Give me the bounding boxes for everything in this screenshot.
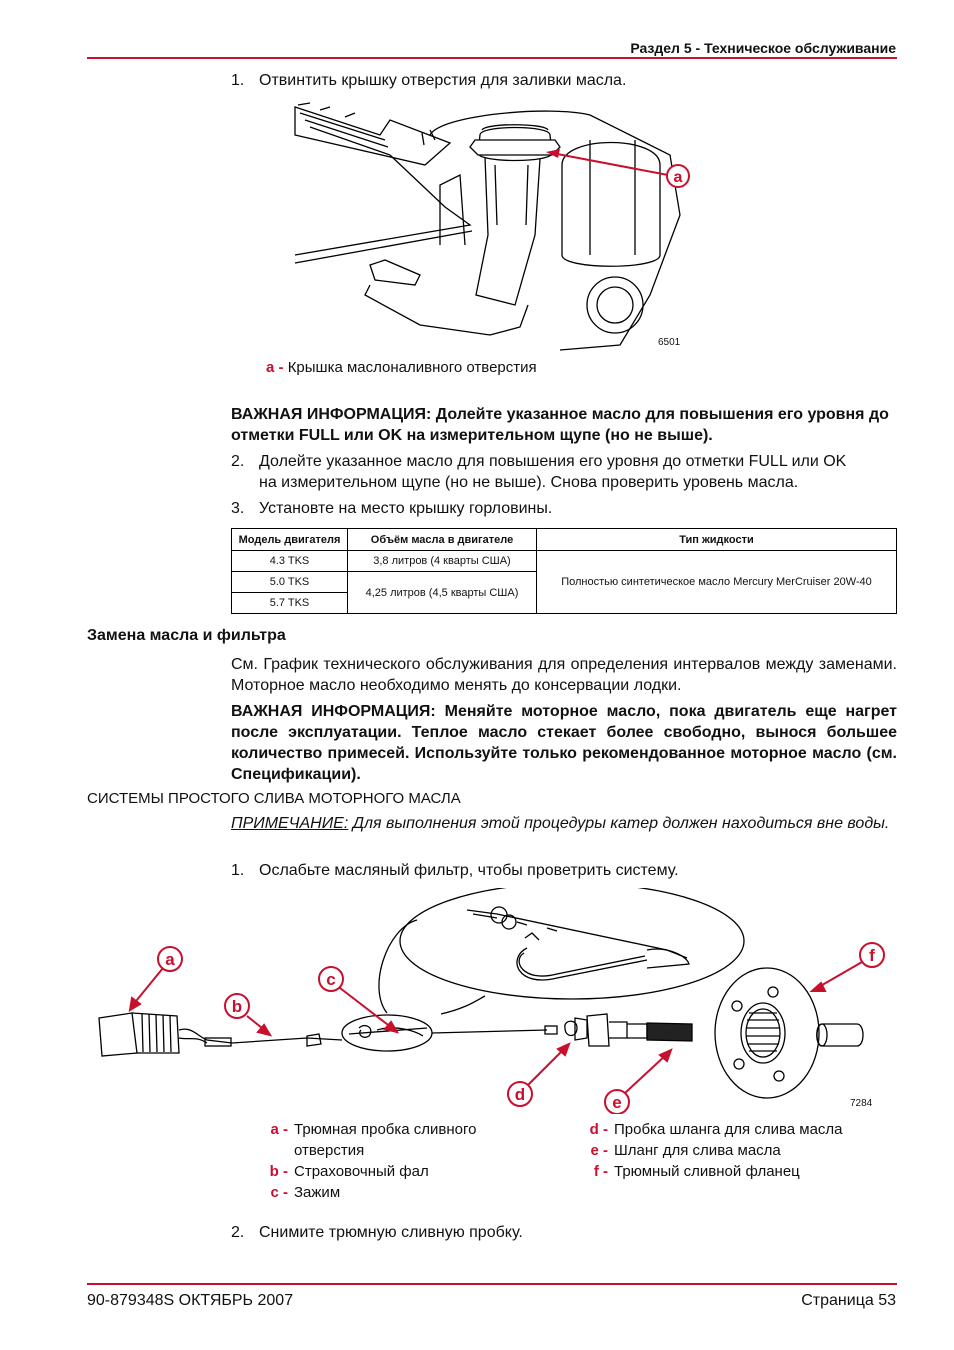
callout-c-letter: c [326,970,336,989]
callout-e-letter: e [612,1093,622,1112]
figure-2-legend-right [580,1119,843,1182]
table-header: Тип жидкости [537,529,897,551]
callout-a-leader [552,153,668,175]
section-header: Раздел 5 - Техническое обслуживание [630,40,896,56]
figure-2-code: 7284 [850,1098,873,1109]
step-1: 1. Отвинтить крышку отверстия для заливки масла. [231,72,627,89]
callout-d-leader [527,1048,565,1086]
note: ПРИМЕЧАНИЕ: Для выполнения этой процедуры катер должен находиться вне воды. [231,815,890,832]
legend-item: a - Трюмная пробка сливного [270,1121,477,1138]
figure-1-code: 6501 [658,337,681,348]
drain-step-1: 1. Ослабьте масляный фильтр, чтобы проветрить систему. [231,862,679,879]
important-note-1: ВАЖНАЯ ИНФОРМАЦИЯ: Долейте указанное масло для повышения его уровня до отметки FULL или OK на измерительном щупе (но не выше). [231,406,889,444]
legend-item: d - Пробка шланга для слива масла [589,1121,843,1138]
important-note-2: ВАЖНАЯ ИНФОРМАЦИЯ: Меняйте моторное масло, пока двигатель еще нагрет после эксплуатации. Теплое масло стекает более свободно, вынося большее количество примесей. Используйте только рекомендованное моторное масло (см. Спецификации). [231,703,898,783]
callout-a-letter: a [165,950,175,969]
figure-1-legend: a - Крышка маслоналивного отверстия [266,359,537,376]
drain-step-2: 2. Снимите трюмную сливную пробку. [231,1224,523,1241]
oil-capacity-table [231,528,897,614]
legend-item: c - Зажим [270,1184,341,1201]
callout-f-leader [817,962,862,988]
footer-page-number: Страница 53 [801,1292,896,1309]
subsection-title: СИСТЕМЫ ПРОСТОГО СЛИВА МОТОРНОГО МАСЛА [87,790,461,807]
section-paragraph: См. График технического обслуживания для определения интервалов между заменами. Моторное масло необходимо менять до консервации лодки. [231,656,897,694]
legend-item: f - Трюмный сливной фланец [593,1163,800,1180]
table-header-row [232,529,897,551]
callout-a-letter: a [673,169,683,186]
callout-f-letter: f [869,946,875,965]
footer-rule [87,1283,897,1285]
section-title: Замена масла и фильтра [87,627,286,644]
header-rule [87,57,897,59]
legend-item: e - Шланг для слива масла [590,1142,781,1159]
callout-d-letter: d [514,1085,526,1104]
table-cell: 5.7 TKS [232,593,348,614]
table-cell: 4.3 TKS [232,551,348,572]
footer-doc-id: 90-879348S ОКТЯБРЬ 2007 [87,1292,294,1309]
table-cell: 3,8 литров (4 кварты США) [348,551,537,572]
table-cell: Полностью синтетическое масло Mercury MerCruiser 20W-40 [537,551,897,614]
callout-b-letter: b [231,997,243,1016]
table-cell: 4,25 литров (4,5 кварты США) [348,572,537,614]
callout-a-arrow-icon [130,998,140,1010]
table-header: Модель двигателя [232,529,348,551]
table-cell: 5.0 TKS [232,572,348,593]
step-2: 2. Долейте указанное масло для повышения его уровня до отметки FULL или OK на измерительном щупе (но не выше). Снова проверить уровень масла. [231,453,847,491]
legend-item: b - Страховочный фал [269,1163,429,1180]
figure-2-legend-left: a - Трюмная пробка сливного отверстия b - Страховочный фал c - Зажим [260,1119,476,1203]
step-3: 3. Установте на место крышку горловины. [231,500,553,517]
callout-e-leader [625,1054,667,1093]
table-row [232,551,897,572]
oil-filler-cap-figure [290,95,690,353]
table-header: Объём масла в двигателе [348,529,537,551]
drain-system-figure [87,888,897,1114]
